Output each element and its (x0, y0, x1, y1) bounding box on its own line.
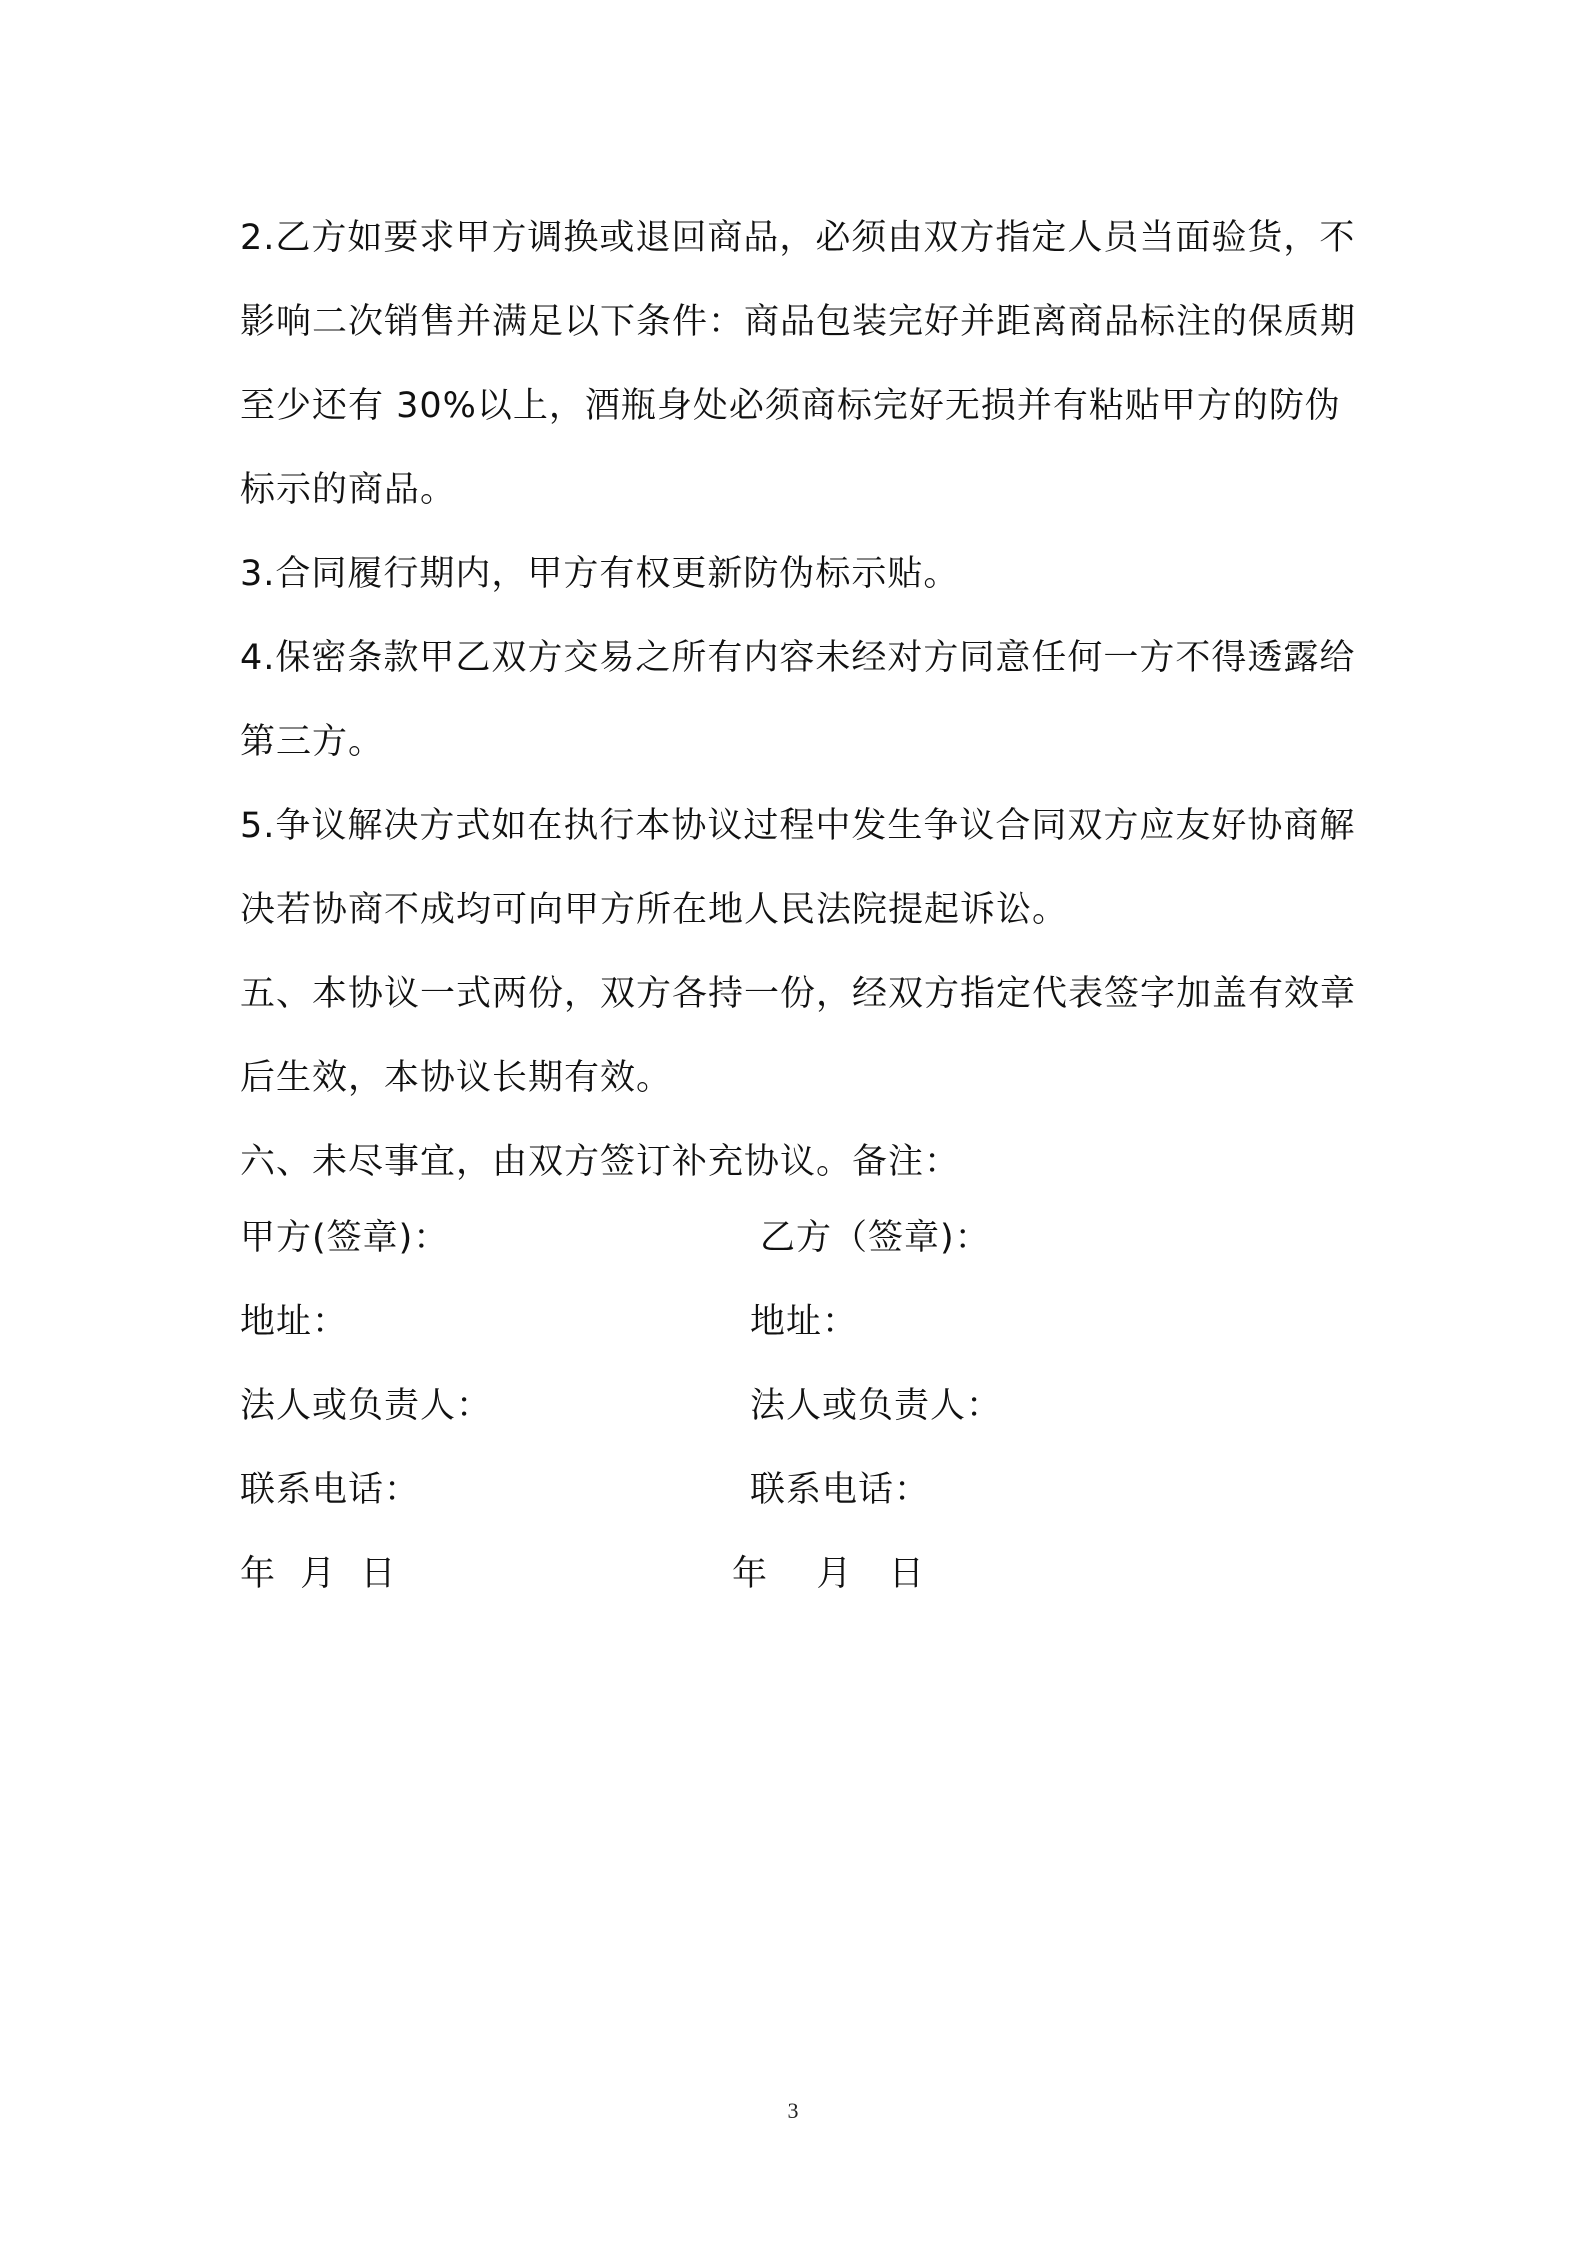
section-five-paragraph: 五、本协议一式两份，双方各持一份，经双方指定代表签字加盖有效章后生效，本协议长期有效。 (240, 974, 1357, 1098)
party-a-legal-label: 法人或负责人： (240, 1386, 493, 1426)
party-a-date-label: 年 月 日 (240, 1554, 397, 1594)
section-six-paragraph: 六、未尽事宜，由双方签订补充协议。备注： (240, 1142, 961, 1182)
party-a-phone-label: 联系电话： (240, 1470, 421, 1510)
signature-date-row (0, 1532, 1586, 1616)
signature-legal-row (0, 1364, 1586, 1448)
contract-body (240, 196, 1360, 1204)
party-a-label: 甲方(签章)： (240, 1218, 450, 1258)
clause-2-paragraph: 2.乙方如要求甲方调换或退回商品，必须由双方指定人员当面验货，不影响二次销售并满足以下条件：商品包装完好并距离商品标注的保质期至少还有 30%以上，酒瓶身处必须商标完好无损并有粘贴甲方的防伪标示的商品。 (240, 218, 1357, 510)
party-a-address-label: 地址： (240, 1302, 349, 1342)
clause-4-paragraph: 4.保密条款甲乙双方交易之所有内容未经对方同意任何一方不得透露给第三方。 (240, 638, 1356, 762)
clause-3-paragraph: 3.合同履行期内，甲方有权更新防伪标示贴。 (240, 554, 960, 594)
signature-phone-row (0, 1448, 1586, 1532)
party-b-address-label: 地址： (750, 1302, 859, 1342)
signature-address-row (0, 1280, 1586, 1364)
signature-party-row (0, 1196, 1586, 1280)
party-b-phone-label: 联系电话： (750, 1470, 931, 1510)
party-b-label: 乙方（签章)： (760, 1218, 991, 1258)
clause-5-paragraph: 5.争议解决方式如在执行本协议过程中发生争议合同双方应友好协商解决若协商不成均可向甲方所在地人民法院提起诉讼。 (240, 806, 1356, 930)
party-b-legal-label: 法人或负责人： (750, 1386, 1003, 1426)
party-b-date-label: 年 月 日 (732, 1554, 925, 1594)
page-number: 3 (787, 2098, 799, 2123)
